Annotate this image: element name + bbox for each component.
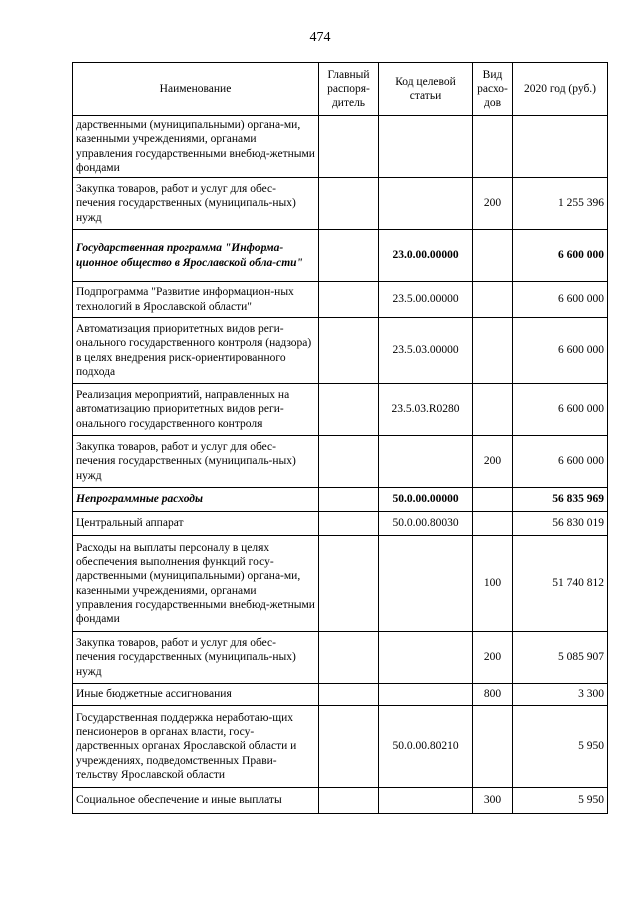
cell-code [379, 536, 473, 632]
cell-kind [473, 116, 513, 178]
cell-admin [319, 536, 379, 632]
cell-amount: 56 835 969 [513, 488, 608, 512]
table-row [73, 788, 608, 814]
cell-amount: 6 600 000 [513, 436, 608, 488]
header-amount: 2020 год (руб.) [513, 63, 608, 116]
cell-kind [473, 512, 513, 536]
cell-code: 23.5.03.R0280 [379, 384, 473, 436]
cell-kind [473, 384, 513, 436]
cell-amount: 5 950 [513, 788, 608, 814]
cell-name: Закупка товаров, работ и услуг для обес-печения государственных (муниципаль-ных) нужд [73, 178, 319, 230]
table-row [73, 230, 608, 282]
table-row [73, 488, 608, 512]
cell-kind [473, 282, 513, 318]
cell-amount [513, 116, 608, 178]
cell-name: Социальное обеспечение и иные выплаты [73, 788, 319, 814]
cell-kind: 100 [473, 536, 513, 632]
cell-kind [473, 230, 513, 282]
cell-kind [473, 318, 513, 384]
budget-table [72, 62, 608, 814]
cell-amount: 56 830 019 [513, 512, 608, 536]
cell-name: Закупка товаров, работ и услуг для обес-печения государственных (муниципаль-ных) нужд [73, 632, 319, 684]
table-row [73, 684, 608, 706]
cell-kind: 200 [473, 436, 513, 488]
cell-code: 23.0.00.00000 [379, 230, 473, 282]
cell-name: Иные бюджетные ассигнования [73, 684, 319, 706]
cell-kind [473, 488, 513, 512]
cell-name: Центральный аппарат [73, 512, 319, 536]
cell-amount: 6 600 000 [513, 384, 608, 436]
cell-kind: 200 [473, 178, 513, 230]
table-row [73, 632, 608, 684]
cell-admin [319, 788, 379, 814]
cell-name: Подпрограмма "Развитие информацион-ных технологий в Ярославской области" [73, 282, 319, 318]
header-name: Наименование [73, 63, 319, 116]
cell-amount: 1 255 396 [513, 178, 608, 230]
table-row [73, 536, 608, 632]
table-row [73, 384, 608, 436]
cell-code [379, 684, 473, 706]
page-number: 474 [309, 30, 331, 45]
cell-code [379, 632, 473, 684]
cell-code: 50.0.00.80210 [379, 706, 473, 788]
cell-code [379, 436, 473, 488]
table-row [73, 282, 608, 318]
cell-amount: 5 950 [513, 706, 608, 788]
cell-amount: 5 085 907 [513, 632, 608, 684]
cell-admin [319, 116, 379, 178]
table-row [73, 512, 608, 536]
cell-amount: 6 600 000 [513, 230, 608, 282]
cell-admin [319, 230, 379, 282]
header-kind: Вид расхо-дов [473, 63, 513, 116]
cell-code [379, 116, 473, 178]
table-row [73, 436, 608, 488]
cell-code: 23.5.00.00000 [379, 282, 473, 318]
cell-admin [319, 632, 379, 684]
cell-kind: 800 [473, 684, 513, 706]
cell-code: 50.0.00.80030 [379, 512, 473, 536]
cell-admin [319, 512, 379, 536]
cell-amount: 6 600 000 [513, 318, 608, 384]
cell-name: Непрограммные расходы [73, 488, 319, 512]
cell-kind: 200 [473, 632, 513, 684]
cell-admin [319, 282, 379, 318]
cell-name: Государственная программа "Информа-ционное общество в Ярославской обла-сти" [73, 230, 319, 282]
cell-name: дарственными (муниципальными) органа-ми, казенными учреждениями, органами управления государственными внебюд-жетными фондами [73, 116, 319, 178]
table-row [73, 318, 608, 384]
cell-code: 50.0.00.00000 [379, 488, 473, 512]
cell-name: Расходы на выплаты персоналу в целях обеспечения выполнения функций госу-дарственными (муниципальными) органа-ми, казенными учреждениями, органами управления государственными внебюд-жетными фондами [73, 536, 319, 632]
table-header-row [73, 63, 608, 116]
cell-name: Автоматизация приоритетных видов реги-онального государственного контроля (надзора) в целях внедрения риск-ориентированного подхода [73, 318, 319, 384]
cell-admin [319, 384, 379, 436]
cell-admin [319, 684, 379, 706]
cell-name: Закупка товаров, работ и услуг для обес-печения государственных (муниципаль-ных) нужд [73, 436, 319, 488]
cell-admin [319, 436, 379, 488]
cell-name: Реализация мероприятий, направленных на автоматизацию приоритетных видов реги-онального государственного контроля [73, 384, 319, 436]
cell-admin [319, 706, 379, 788]
cell-code [379, 178, 473, 230]
cell-admin [319, 318, 379, 384]
cell-code [379, 788, 473, 814]
cell-code: 23.5.03.00000 [379, 318, 473, 384]
cell-kind [473, 706, 513, 788]
header-admin: Главный распоря-дитель [319, 63, 379, 116]
table-body [73, 116, 608, 814]
cell-amount: 51 740 812 [513, 536, 608, 632]
header-code: Код целевой статьи [379, 63, 473, 116]
cell-admin [319, 488, 379, 512]
cell-name: Государственная поддержка неработаю-щих пенсионеров в органах власти, госу-дарственных органах Ярославской области и учреждениях, подведомственных Прави-тельству Ярославской области [73, 706, 319, 788]
cell-kind: 300 [473, 788, 513, 814]
cell-admin [319, 178, 379, 230]
cell-amount: 3 300 [513, 684, 608, 706]
table-row [73, 116, 608, 178]
cell-amount: 6 600 000 [513, 282, 608, 318]
table-row [73, 706, 608, 788]
table-row [73, 178, 608, 230]
